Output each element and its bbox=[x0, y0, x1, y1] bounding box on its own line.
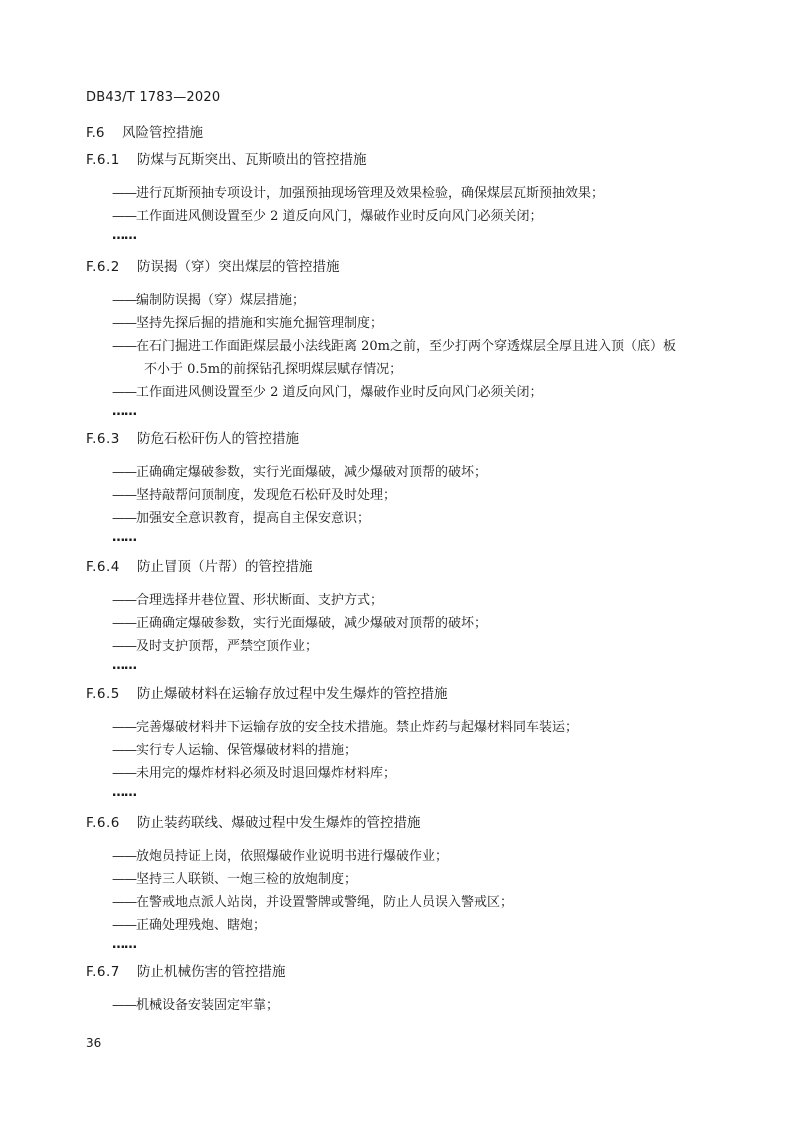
list-item-text: 完善爆破材料井下运输存放的安全技术措施。禁止炸药与起爆材料同车装运； bbox=[136, 720, 579, 735]
subsection-number: F.6.3 bbox=[86, 431, 120, 447]
em-dash: —— bbox=[112, 186, 136, 201]
list-item bbox=[112, 994, 726, 1017]
em-dash: —— bbox=[112, 918, 136, 933]
em-dash: —— bbox=[112, 316, 136, 331]
subsection-f-6-5 bbox=[86, 684, 726, 801]
list-item-text: 未用完的爆炸材料必须及时退回爆炸材料库； bbox=[136, 766, 397, 781]
list-item-text: 及时支护顶帮，严禁空顶作业； bbox=[136, 639, 319, 654]
list-item bbox=[112, 461, 726, 484]
subsection-number: F.6.7 bbox=[86, 964, 120, 980]
list-item bbox=[112, 589, 726, 612]
subsection-f-6-4 bbox=[86, 557, 726, 674]
subsection-f-6-1 bbox=[86, 150, 726, 244]
ellipsis: …… bbox=[112, 658, 136, 673]
subsection-heading bbox=[86, 257, 726, 277]
em-dash: —— bbox=[112, 895, 136, 910]
list-item bbox=[112, 739, 726, 762]
list-item bbox=[112, 484, 726, 507]
list-item-text: 正确确定爆破参数，实行光面爆破，减少爆破对顶帮的破坏； bbox=[136, 465, 488, 480]
list-item-text: 放炮员持证上岗，依照爆破作业说明书进行爆破作业； bbox=[136, 849, 449, 864]
list-item-text: 加强安全意识教育，提高自主保安意识； bbox=[136, 511, 371, 526]
section-title: 风险管控措施 bbox=[122, 125, 203, 141]
subsection-number: F.6.6 bbox=[86, 815, 120, 831]
em-dash: —— bbox=[112, 488, 136, 503]
ellipsis: …… bbox=[112, 937, 136, 952]
list-item-continuation: 不小于 0.5m的前探钻孔探明煤层赋存情况； bbox=[144, 362, 403, 377]
list-item-text: 正确处理残炮、瞎炮； bbox=[136, 918, 267, 933]
list-item bbox=[112, 507, 726, 530]
em-dash: —— bbox=[112, 209, 136, 224]
subsection-title: 防危石松矸伤人的管控措施 bbox=[137, 431, 299, 447]
subsection-heading bbox=[86, 813, 726, 833]
list-item bbox=[112, 716, 726, 739]
subsection-f-6-3 bbox=[86, 429, 726, 546]
em-dash: —— bbox=[112, 998, 136, 1013]
subsection-title: 防止机械伤害的管控措施 bbox=[137, 964, 286, 980]
subsection-title: 防止冒顶（片帮）的管控措施 bbox=[137, 559, 313, 575]
list-item-text: 进行瓦斯预抽专项设计，加强预抽现场管理及效果检验，确保煤层瓦斯预抽效果； bbox=[136, 186, 605, 201]
subsection-title: 防止爆破材料在运输存放过程中发生爆炸的管控措施 bbox=[137, 686, 448, 702]
em-dash: —— bbox=[112, 766, 136, 781]
subsection-heading bbox=[86, 684, 726, 704]
list-item-text: 坚持三人联锁、一炮三检的放炮制度； bbox=[136, 872, 358, 887]
list-item-text: 坚持敲帮问顶制度，发现危石松矸及时处理； bbox=[136, 488, 397, 503]
em-dash: —— bbox=[112, 465, 136, 480]
list-item-text: 在警戒地点派人站岗，并设置警牌或警绳，防止人员误入警戒区； bbox=[136, 895, 514, 910]
list-item-text: 工作面进风侧设置至少 2 道反向风门，爆破作业时反向风门必须关闭； bbox=[136, 209, 543, 224]
list-item-text: 坚持先探后掘的措施和实施允掘管理制度； bbox=[136, 316, 384, 331]
subsection-number: F.6.1 bbox=[86, 152, 120, 168]
list-item-text: 合理选择井巷位置、形状断面、支护方式； bbox=[136, 593, 384, 608]
list-item bbox=[112, 868, 726, 891]
subsection-title: 防误揭（穿）突出煤层的管控措施 bbox=[137, 259, 340, 275]
ellipsis: …… bbox=[112, 228, 136, 243]
em-dash: —— bbox=[112, 849, 136, 864]
subsection-f-6-6 bbox=[86, 813, 726, 953]
list-item-text: 编制防误揭（穿）煤层措施； bbox=[136, 293, 306, 308]
list-item bbox=[112, 381, 726, 404]
subsection-number: F.6.5 bbox=[86, 686, 120, 702]
list-item-text: 正确确定爆破参数，实行光面爆破，减少爆破对顶帮的破坏； bbox=[136, 616, 488, 631]
subsection-heading bbox=[86, 429, 726, 449]
ellipsis: …… bbox=[112, 404, 136, 419]
list-item bbox=[112, 312, 726, 335]
em-dash: —— bbox=[112, 385, 136, 400]
section-heading bbox=[86, 121, 203, 141]
em-dash: —— bbox=[112, 593, 136, 608]
subsection-title: 防止装药联线、爆破过程中发生爆炸的管控措施 bbox=[137, 815, 421, 831]
em-dash: —— bbox=[112, 720, 136, 735]
list-item-text: 实行专人运输、保管爆破材料的措施； bbox=[136, 743, 358, 758]
subsection-heading bbox=[86, 557, 726, 577]
list-item bbox=[112, 914, 726, 937]
em-dash: —— bbox=[112, 616, 136, 631]
subsection-f-6-7 bbox=[86, 962, 726, 1017]
page-number: 36 bbox=[86, 1036, 102, 1050]
subsection-title: 防煤与瓦斯突出、瓦斯喷出的管控措施 bbox=[137, 152, 367, 168]
list-item bbox=[112, 612, 726, 635]
subsection-f-6-2 bbox=[86, 257, 726, 420]
em-dash: —— bbox=[112, 872, 136, 887]
ellipsis: …… bbox=[112, 785, 136, 800]
list-item-text: 机械设备安装固定牢靠； bbox=[136, 998, 280, 1013]
list-item bbox=[112, 845, 726, 868]
list-item-text: 在石门掘进工作面距煤层最小法线距离 20m之前，至少打两个穿透煤层全厚且进入顶（底）板 bbox=[136, 339, 677, 354]
list-item bbox=[112, 762, 726, 785]
ellipsis: …… bbox=[112, 530, 136, 545]
list-item bbox=[112, 891, 726, 914]
list-item bbox=[112, 635, 726, 658]
list-item bbox=[112, 335, 726, 358]
em-dash: —— bbox=[112, 293, 136, 308]
section-number: F.6 bbox=[86, 125, 105, 141]
document-code: DB43/T 1783—2020 bbox=[86, 90, 221, 105]
em-dash: —— bbox=[112, 639, 136, 654]
em-dash: —— bbox=[112, 511, 136, 526]
list-item bbox=[112, 289, 726, 312]
em-dash: —— bbox=[112, 339, 136, 354]
list-item bbox=[112, 205, 726, 228]
subsection-heading bbox=[86, 150, 726, 170]
subsection-number: F.6.2 bbox=[86, 259, 120, 275]
subsection-number: F.6.4 bbox=[86, 559, 120, 575]
em-dash: —— bbox=[112, 743, 136, 758]
subsection-heading bbox=[86, 962, 726, 982]
list-item-text: 工作面进风侧设置至少 2 道反向风门，爆破作业时反向风门必须关闭； bbox=[136, 385, 543, 400]
list-item bbox=[112, 182, 726, 205]
